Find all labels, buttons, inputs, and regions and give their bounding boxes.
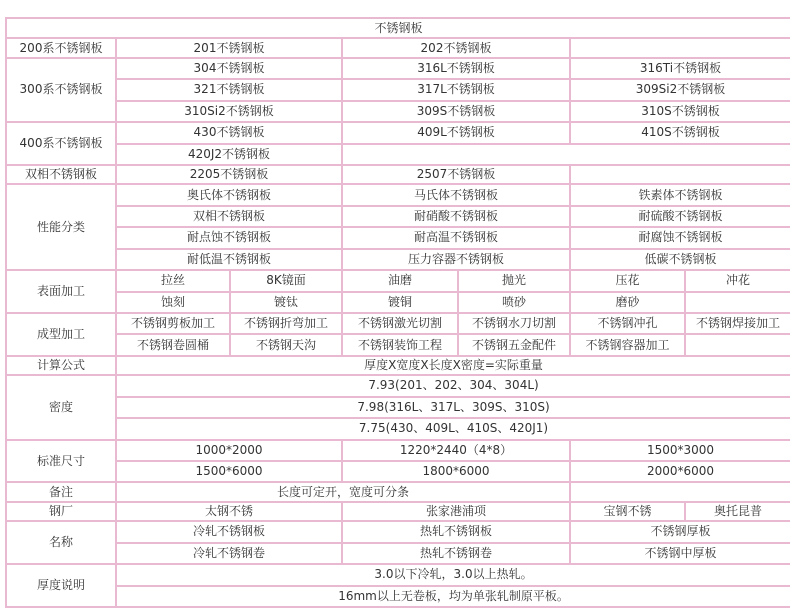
table-cell: 奥氏体不锈钢板	[117, 185, 341, 204]
table-cell: 磨砂	[571, 293, 684, 312]
row-label: 性能分类	[7, 185, 115, 269]
table-cell: 铁素体不锈钢板	[571, 185, 790, 204]
table-cell: 镀铜	[343, 293, 457, 312]
table-cell: 不锈钢天沟	[231, 335, 341, 354]
table-cell: 冲花	[686, 271, 790, 290]
table-cell: 宝钢不锈	[571, 503, 684, 520]
row-label: 备注	[7, 483, 115, 500]
empty-cell	[571, 483, 790, 500]
empty-cell	[571, 166, 790, 183]
table-cell: 张家港浦项	[343, 503, 569, 520]
table-cell: 1220*2440（4*8）	[343, 441, 569, 460]
table-cell: 316Ti不锈钢板	[571, 59, 790, 78]
table-cell: 7.75(430、409L、410S、420J1)	[117, 419, 790, 438]
table-cell: 309S不锈钢板	[343, 102, 569, 121]
table-cell: 长度可定开，宽度可分条	[117, 483, 569, 500]
row-label: 双相不锈钢板	[7, 166, 115, 183]
table-cell: 309Si2不锈钢板	[571, 80, 790, 99]
row-label: 钢厂	[7, 503, 115, 520]
table-cell: 321不锈钢板	[117, 80, 341, 99]
table-cell: 热轧不锈钢卷	[343, 544, 569, 563]
row-label: 200系不锈钢板	[7, 39, 115, 56]
table-cell: 310Si2不锈钢板	[117, 102, 341, 121]
table-cell: 2205不锈钢板	[117, 166, 341, 183]
table-cell: 冷轧不锈钢卷	[117, 544, 341, 563]
table-cell: 低碳不锈钢板	[571, 250, 790, 269]
table-cell: 不锈钢厚板	[571, 522, 790, 541]
table-cell: 8K镜面	[231, 271, 341, 290]
table-cell: 430不锈钢板	[117, 123, 341, 142]
table-cell: 不锈钢焊接加工	[686, 314, 790, 333]
table-cell: 7.93(201、202、304、304L)	[117, 376, 790, 395]
table-cell: 压花	[571, 271, 684, 290]
table-cell: 不锈钢卷圆桶	[117, 335, 229, 354]
table-cell: 不锈钢折弯加工	[231, 314, 341, 333]
table-cell: 厚度X宽度X长度X密度=实际重量	[117, 357, 790, 374]
table-cell: 不锈钢激光切割	[343, 314, 457, 333]
table-cell: 耐硝酸不锈钢板	[343, 207, 569, 226]
table-cell: 420J2不锈钢板	[117, 145, 341, 164]
table-cell: 1500*6000	[117, 462, 341, 481]
table-cell: 不锈钢中厚板	[571, 544, 790, 563]
row-label: 标准尺寸	[7, 441, 115, 482]
table-cell: 201不锈钢板	[117, 39, 341, 56]
table-cell: 不锈钢冲孔	[571, 314, 684, 333]
empty-cell	[571, 39, 790, 56]
table-cell: 耐高温不锈钢板	[343, 228, 569, 247]
row-label: 表面加工	[7, 271, 115, 312]
table-cell: 310S不锈钢板	[571, 102, 790, 121]
table-cell: 蚀刻	[117, 293, 229, 312]
row-label: 成型加工	[7, 314, 115, 355]
table-cell: 2507不锈钢板	[343, 166, 569, 183]
row-label: 计算公式	[7, 357, 115, 374]
table-cell: 马氏体不锈钢板	[343, 185, 569, 204]
table-cell: 3.0以下冷轧，3.0以上热轧。	[117, 565, 790, 584]
table-cell: 202不锈钢板	[343, 39, 569, 56]
empty-cell	[343, 145, 790, 164]
table-cell: 耐硫酸不锈钢板	[571, 207, 790, 226]
row-label: 名称	[7, 522, 115, 563]
table-cell: 抛光	[459, 271, 569, 290]
table-cell: 16mm以上无卷板，均为单张轧制原平板。	[117, 587, 790, 606]
table-cell: 耐低温不锈钢板	[117, 250, 341, 269]
table-cell: 1800*6000	[343, 462, 569, 481]
table-cell: 409L不锈钢板	[343, 123, 569, 142]
table-cell: 410S不锈钢板	[571, 123, 790, 142]
table-cell: 304不锈钢板	[117, 59, 341, 78]
empty-cell	[686, 293, 790, 312]
table-cell: 油磨	[343, 271, 457, 290]
table-cell: 镀钛	[231, 293, 341, 312]
table-cell: 压力容器不锈钢板	[343, 250, 569, 269]
empty-cell	[686, 335, 790, 354]
row-label: 厚度说明	[7, 565, 115, 606]
table-cell: 喷砂	[459, 293, 569, 312]
table-cell: 7.98(316L、317L、309S、310S)	[117, 398, 790, 417]
table-cell: 1000*2000	[117, 441, 341, 460]
table-cell: 奥托昆普	[686, 503, 790, 520]
table-cell: 双相不锈钢板	[117, 207, 341, 226]
row-label: 密度	[7, 376, 115, 438]
row-label: 300系不锈钢板	[7, 59, 115, 121]
table-cell: 不锈钢装饰工程	[343, 335, 457, 354]
table-cell: 316L不锈钢板	[343, 59, 569, 78]
table-title: 不锈钢板	[7, 19, 790, 37]
table-cell: 耐腐蚀不锈钢板	[571, 228, 790, 247]
table-cell: 1500*3000	[571, 441, 790, 460]
table-cell: 2000*6000	[571, 462, 790, 481]
row-label: 400系不锈钢板	[7, 123, 115, 164]
stainless-steel-table	[5, 17, 790, 608]
table-cell: 耐点蚀不锈钢板	[117, 228, 341, 247]
table-cell: 317L不锈钢板	[343, 80, 569, 99]
table-cell: 不锈钢水刀切割	[459, 314, 569, 333]
table-cell: 不锈钢剪板加工	[117, 314, 229, 333]
table-cell: 不锈钢容器加工	[571, 335, 684, 354]
table-cell: 不锈钢五金配件	[459, 335, 569, 354]
table-cell: 太钢不锈	[117, 503, 341, 520]
table-cell: 热轧不锈钢板	[343, 522, 569, 541]
table-cell: 拉丝	[117, 271, 229, 290]
table-cell: 冷轧不锈钢板	[117, 522, 341, 541]
